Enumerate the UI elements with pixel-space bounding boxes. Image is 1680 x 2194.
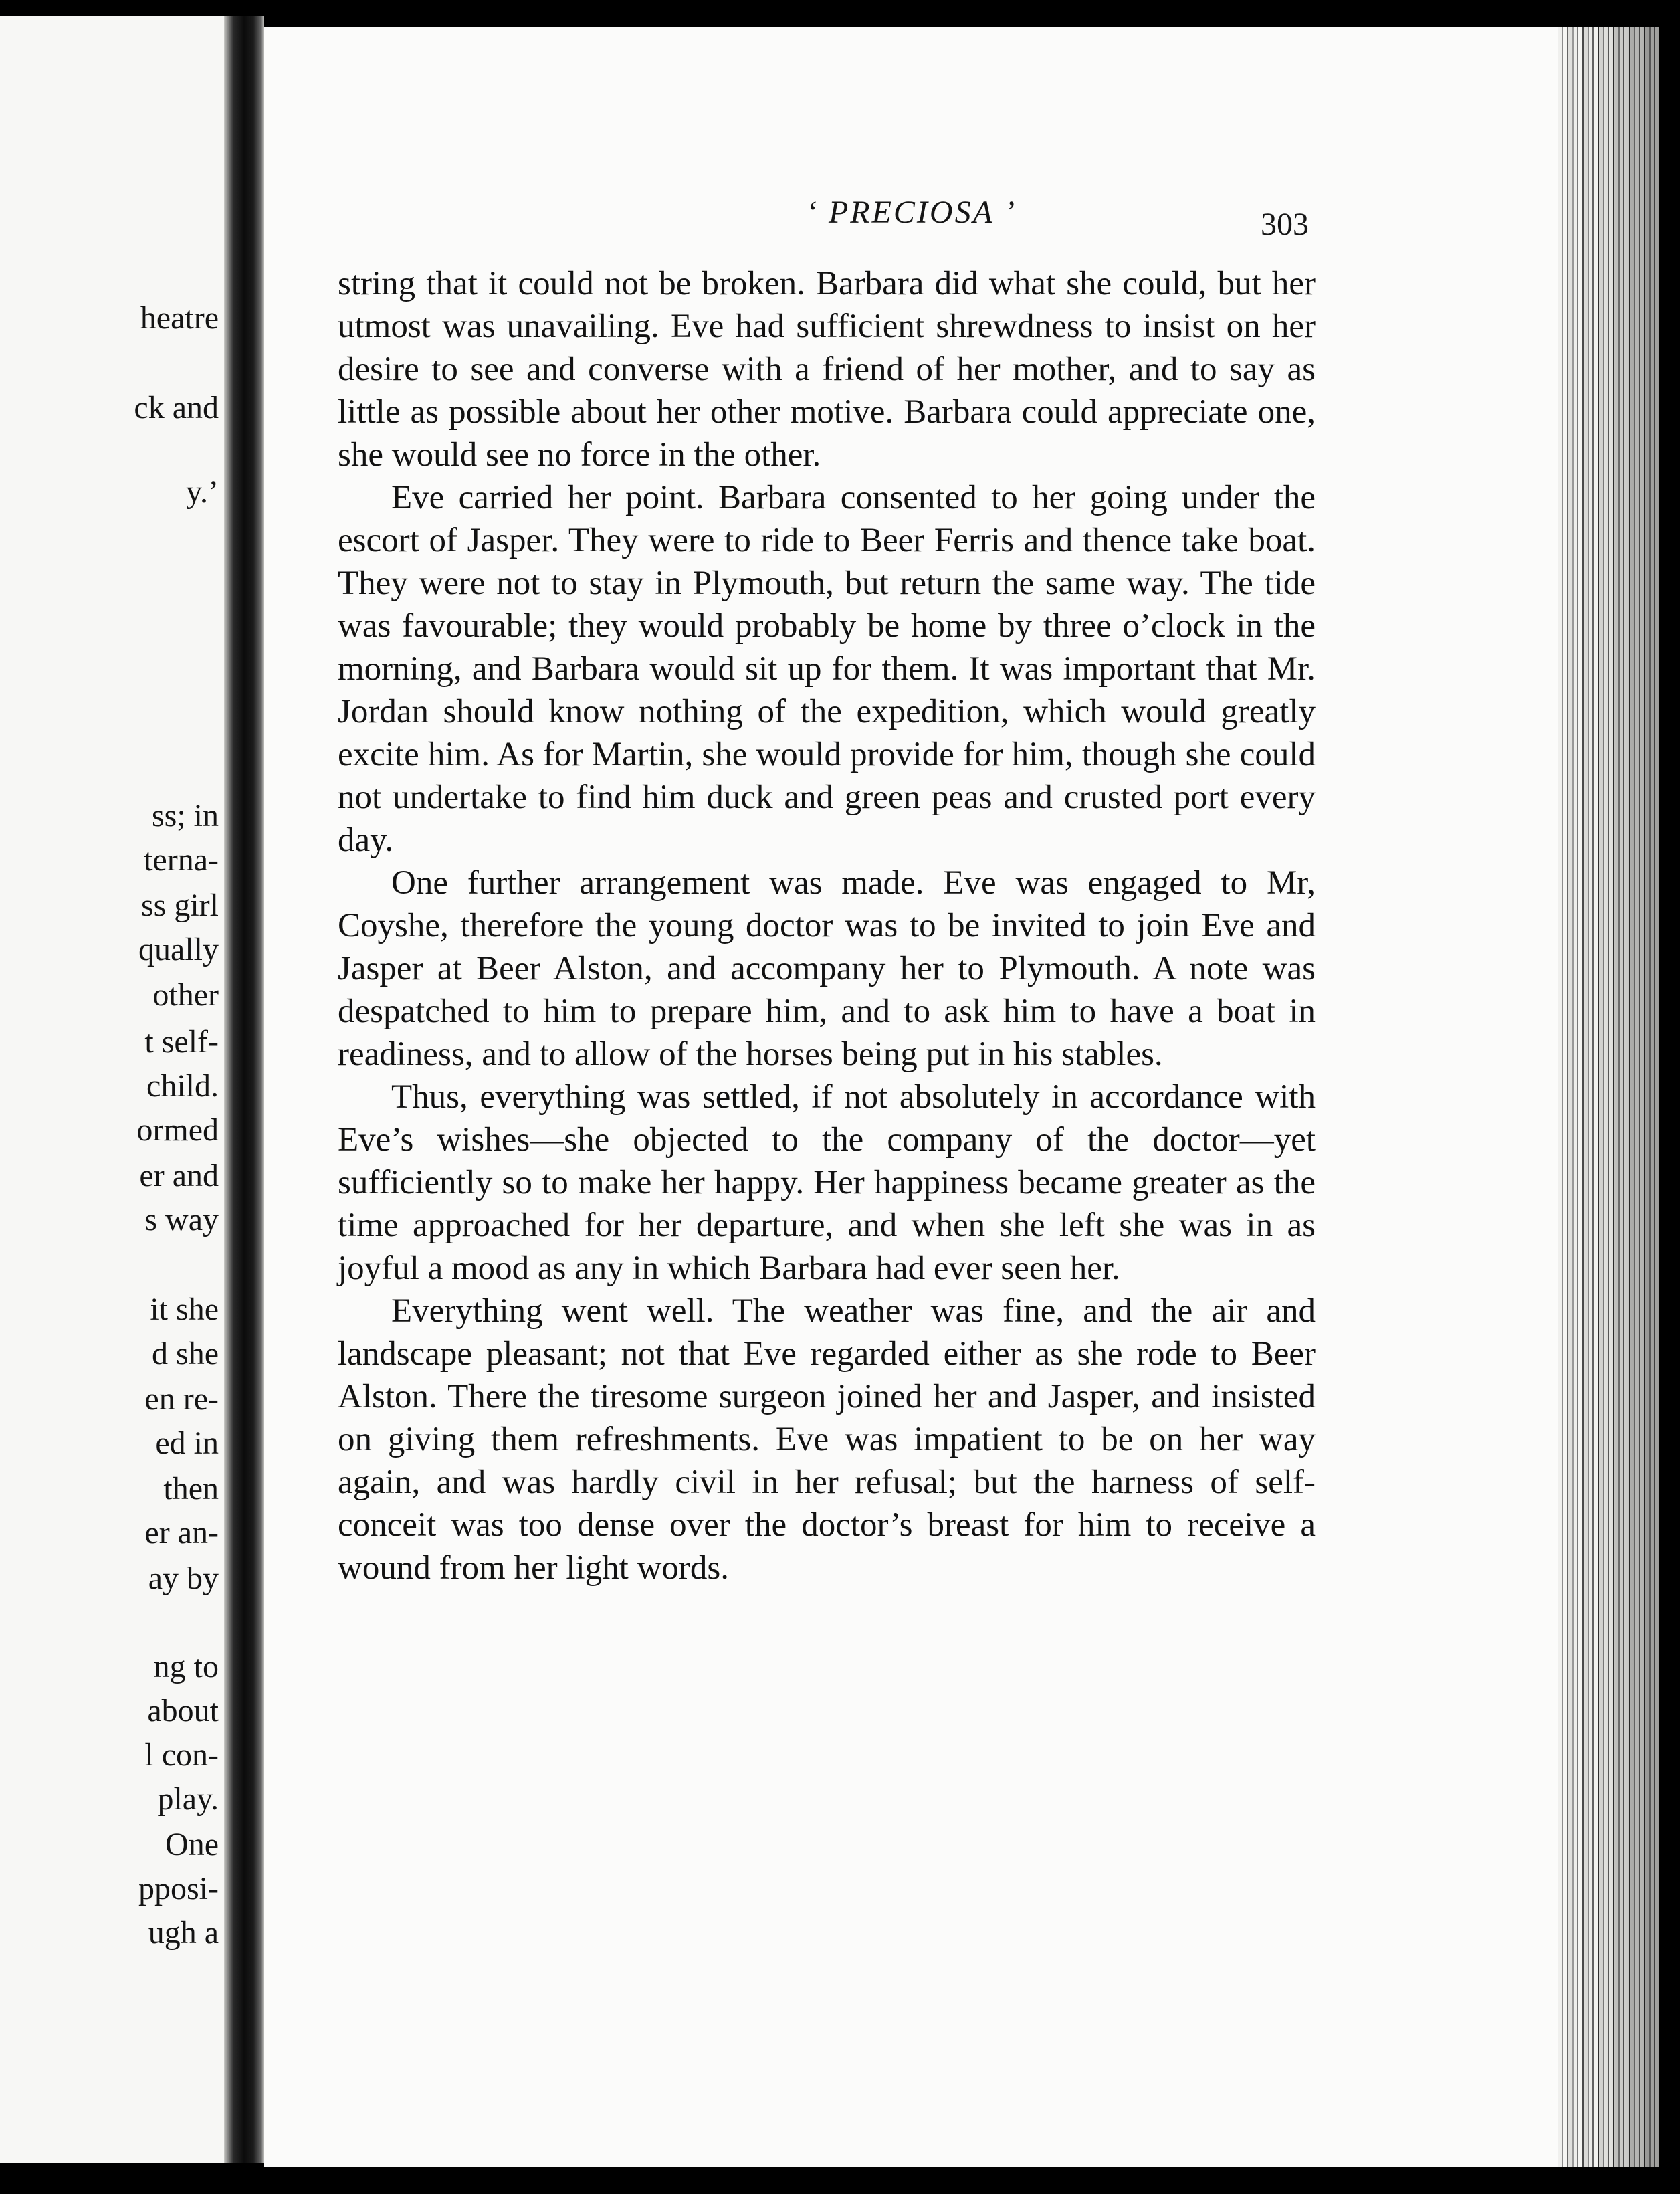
left-page-fragment: ugh a: [148, 1915, 219, 1951]
left-page-fragment: s way: [144, 1202, 219, 1237]
paragraph-3: One further arrangement was made. Eve was engaged to Mr, Coyshe, therefore the young doctor was to be invited to join Eve and Jasper at Beer Alston, and accompany her to Plymouth. A note was despatched to him to prepare him, and to ask him to have a boat in readiness, and to allow of the horses being put in his stables.: [338, 864, 1316, 1073]
left-page-fragment: other: [152, 977, 219, 1013]
left-page-fragment: then: [163, 1471, 219, 1506]
left-page-fragment: ss; in: [151, 798, 219, 833]
left-page-fragment: l con-: [144, 1737, 219, 1773]
running-head: ‘ PRECIOSA ’: [805, 195, 1017, 230]
left-page-fragment: terna-: [144, 842, 219, 878]
paragraph-2: Eve carried her point. Barbara consented to her going under the escort of Jasper. They were to ride to Beer Ferris and thence take boat. They were not to stay in Plymouth, but return the same way. The tide was favourable; they would probably be home by three o’clock in the morning, and Barbara would sit up for them. It was important that Mr. Jordan should know nothing of the expedition, which would greatly excite him. As for Martin, she would provide for him, though she could not undertake to find him duck and green peas and crusted port every day.: [338, 479, 1316, 859]
left-page-fragment: ng to: [153, 1649, 219, 1684]
left-page-fragment: ck and: [134, 390, 219, 425]
page-number: 303: [1261, 207, 1309, 242]
left-page-fragment: about: [147, 1693, 219, 1728]
body-text: [338, 262, 1316, 1589]
paragraph-1: string that it could not be broken. Barbara did what she could, but her utmost was unavailing. Eve had sufficient shrewdness to insist on her desire to see and converse with a friend of her mother, and to say as little as possible about her other motive. Barbara could appreciate one, she would see no force in the other.: [338, 265, 1316, 474]
left-page-fragment: er and: [139, 1158, 219, 1193]
left-page-fragment: y.’: [186, 474, 219, 510]
book-gutter: [224, 16, 264, 2163]
left-page-fragment: ay by: [148, 1561, 219, 1596]
left-page-fragment: ormed: [136, 1112, 219, 1148]
left-page-fragment: pposi-: [138, 1871, 219, 1906]
left-page-fragment: qually: [138, 932, 219, 967]
right-page: [264, 27, 1558, 2167]
left-page-fragment: en re-: [144, 1381, 219, 1417]
left-page-fragment: er an-: [144, 1515, 219, 1551]
left-page-fragment: ed in: [155, 1425, 219, 1461]
left-page-fragment: it she: [150, 1292, 219, 1327]
left-page-fragment: child.: [146, 1068, 219, 1104]
left-page-text-fragments: [0, 16, 224, 2163]
left-page-fragment: t self-: [144, 1024, 219, 1060]
left-page-fragment: d she: [152, 1336, 219, 1371]
left-facing-page: [0, 16, 224, 2163]
paragraph-5: Everything went well. The weather was fine, and the air and landscape pleasant; not that Eve regarded either as she rode to Beer Alston. There the tiresome surgeon joined her and Jasper, and insisted on giving them refreshments. Eve was impatient to be on her way again, and was hardly civil in her refusal; but the harness of self-conceit was too dense over the doctor’s breast for him to receive a wound from her light words.: [338, 1292, 1316, 1587]
left-page-fragment: heatre: [140, 300, 219, 336]
paragraph-4: Thus, everything was settled, if not absolutely in accordance with Eve’s wishes—she objected to the company of the doctor—yet sufficiently so to make her happy. Her happiness became greater as the time approached for her departure, and when she left she was in as joyful a mood as any in which Barbara had ever seen her.: [338, 1078, 1316, 1287]
page-edges-shade: [1558, 27, 1659, 2167]
left-page-fragment: One: [165, 1827, 219, 1862]
left-page-fragment: play.: [157, 1781, 219, 1817]
left-page-fragment: ss girl: [140, 888, 219, 923]
